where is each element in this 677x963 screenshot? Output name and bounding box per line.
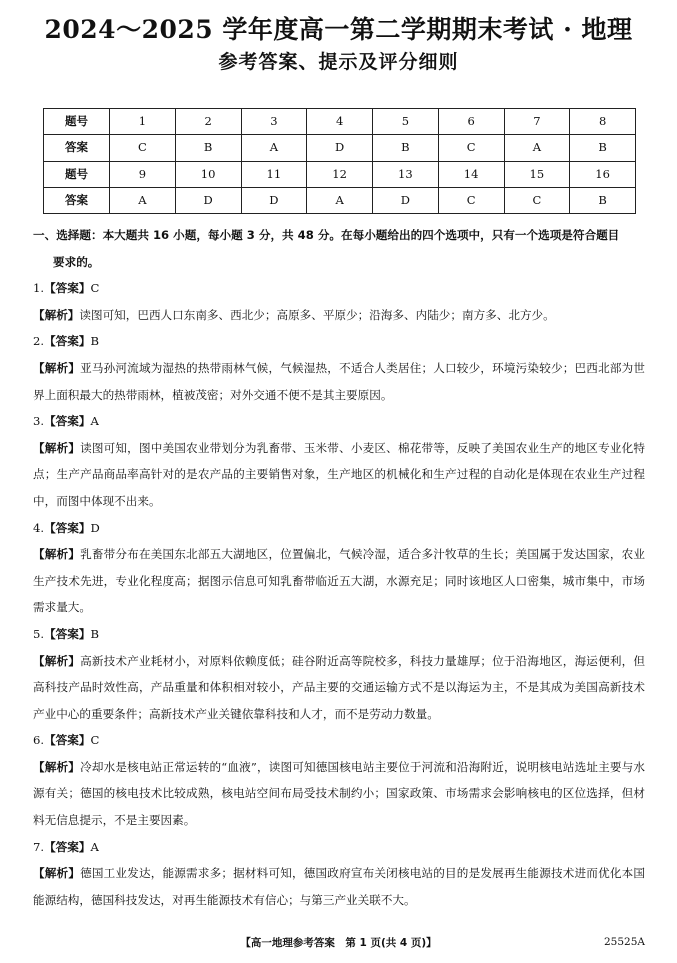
section-heading	[33, 222, 645, 275]
answer-table-cell: C	[110, 135, 176, 161]
answer-letter: C	[90, 733, 100, 748]
answer-tag: 【答案】	[44, 839, 91, 854]
question-number: 7.	[33, 839, 45, 854]
answer-content	[33, 222, 645, 913]
answer-table-cell: C	[504, 187, 570, 213]
explanation	[33, 860, 645, 913]
question-answer-line	[33, 408, 645, 435]
section-heading-line1: 一、选择题：本大题共 16 小题，每小题 3 分，共 48 分。在每小题给出的四个选项中，只有一个选项是符合题目	[33, 228, 620, 242]
explanation-tag: 【解析】	[33, 547, 81, 562]
answer-table-row	[44, 135, 636, 161]
explanation-text: 德国工业发达，能源需求多；据材料可知，德国政府宣布关闭核电站的目的是发展再生能源技术进而优化本国能源结构，德国科技发达，对再生能源技术有信心；与第三产业关联不大。	[33, 866, 645, 907]
explanation	[33, 754, 645, 834]
explanation-tag: 【解析】	[33, 360, 81, 375]
page-title: 2024～2025 学年度高一第二学期期末考试 · 地理	[44, 15, 633, 44]
answer-table-header-cell: 答案	[44, 135, 110, 161]
answer-table-row	[44, 109, 636, 135]
answer-table-cell: 1	[110, 109, 176, 135]
answer-letter: A	[90, 414, 99, 429]
question-number: 4.	[33, 520, 45, 535]
answer-letter: B	[90, 626, 99, 641]
answer-tag: 【答案】	[44, 626, 91, 641]
answer-table-header-cell: 题号	[44, 161, 110, 187]
answer-tag: 【答案】	[44, 281, 91, 296]
question-list	[33, 275, 645, 913]
answer-table-cell: B	[570, 187, 636, 213]
question-number: 6.	[33, 733, 45, 748]
answer-table-cell: B	[570, 135, 636, 161]
answer-table-row	[44, 187, 636, 213]
paper-code: 25525A	[604, 936, 645, 948]
answer-table-cell: A	[504, 135, 570, 161]
answer-table-cell: 5	[373, 109, 439, 135]
page-footer: 【高一地理参考答案 第 1 页(共 4 页)】	[240, 937, 437, 949]
answer-table-cell: C	[438, 135, 504, 161]
answer-table-cell: 3	[241, 109, 307, 135]
question-answer-line	[33, 275, 645, 302]
answer-table-cell: 12	[307, 161, 373, 187]
answer-table-cell: 9	[110, 161, 176, 187]
answer-table-cell: 16	[570, 161, 636, 187]
answer-letter: B	[90, 334, 99, 349]
answer-table-cell: 2	[175, 109, 241, 135]
question-answer-line	[33, 621, 645, 648]
page-subtitle: 参考答案、提示及评分细则	[218, 51, 459, 73]
section-heading-line2: 要求的。	[53, 254, 100, 269]
question-answer-line	[33, 727, 645, 754]
explanation-tag: 【解析】	[33, 307, 80, 322]
answer-table-cell: 6	[438, 109, 504, 135]
explanation-text: 冷却水是核电站正常运转的“血液”，读图可知德国核电站主要位于河流和沿海附近，说明核电站选址主要与水源有关；德国的核电技术比较成熟，核电站空间布局受技术制约小；国家政策、市场需求会影响核电的区位选择，但材料无信息提示，不是主要因素。	[33, 759, 645, 828]
explanation-tag: 【解析】	[33, 440, 81, 455]
answer-table-cell: D	[307, 135, 373, 161]
explanation-text: 乳畜带分布在美国东北部五大湖地区，位置偏北，气候冷湿，适合多汁牧草的生长；美国属于发达国家，农业生产技术先进，专业化程度高；据图示信息可知乳畜带临近五大湖，水源充足；同时该地区人口密集，城市集中，市场需求量大。	[33, 547, 645, 615]
explanation-tag: 【解析】	[33, 759, 81, 774]
answer-table-cell: A	[110, 187, 176, 213]
answer-table-cell: D	[373, 187, 439, 213]
explanation-text: 高新技术产业耗材小，对原料依赖度低；硅谷附近高等院校多，科技力量雄厚；位于沿海地区，海运便利，但高科技产品时效性高，产品重量和体积相对较小，产品主要的交通运输方式不是以海运为主，不是其成为美国高新技术产业中心的重要条件；高新技术产业关键依靠科技和人才，而不是劳动力数量。	[33, 653, 645, 721]
question-number: 3.	[33, 414, 45, 429]
question-number: 5.	[33, 626, 45, 641]
answer-table-cell: A	[307, 187, 373, 213]
explanation-text: 读图可知，巴西人口东南多、西北少；高原多、平原少；沿海多、内陆少；南方多、北方少。	[79, 307, 555, 322]
question-answer-line	[33, 328, 645, 355]
answer-table	[43, 108, 636, 214]
question-number: 1.	[33, 281, 45, 296]
answer-table-cell: 14	[438, 161, 504, 187]
answer-table-header-cell: 题号	[44, 109, 110, 135]
answer-letter: A	[90, 839, 99, 854]
explanation	[33, 648, 645, 728]
answer-table-cell: 11	[241, 161, 307, 187]
answer-table-cell: 7	[504, 109, 570, 135]
explanation	[33, 435, 645, 515]
answer-tag: 【答案】	[44, 520, 91, 535]
answer-table-row	[44, 161, 636, 187]
answer-table-header-cell: 答案	[44, 187, 110, 213]
answer-tag: 【答案】	[44, 414, 91, 429]
answer-letter: C	[90, 281, 100, 296]
answer-table-cell: A	[241, 135, 307, 161]
explanation-tag: 【解析】	[33, 653, 81, 668]
answer-table-cell: 13	[373, 161, 439, 187]
answer-letter: D	[90, 520, 100, 535]
explanation	[33, 355, 645, 408]
answer-table-cell: B	[373, 135, 439, 161]
answer-table-cell: C	[438, 187, 504, 213]
answer-table-cell: D	[175, 187, 241, 213]
explanation	[33, 541, 645, 621]
answer-table-cell: 15	[504, 161, 570, 187]
answer-table-cell: 4	[307, 109, 373, 135]
explanation-text: 读图可知，图中美国农业带划分为乳畜带、玉米带、小麦区、棉花带等，反映了美国农业生产的地区专业化特点；生产产品商品率高针对的是农产品的主要销售对象，生产地区的机械化和生产过程的自动化是体现在农业生产过程中，而图中体现不出来。	[33, 440, 645, 508]
explanation	[33, 302, 645, 329]
question-answer-line	[33, 834, 645, 861]
answer-table-cell: D	[241, 187, 307, 213]
answer-tag: 【答案】	[44, 733, 91, 748]
answer-table-cell: 10	[175, 161, 241, 187]
question-number: 2.	[33, 334, 45, 349]
answer-table-cell: B	[175, 135, 241, 161]
explanation-tag: 【解析】	[33, 866, 81, 881]
answer-tag: 【答案】	[44, 334, 91, 349]
answer-table-cell: 8	[570, 109, 636, 135]
explanation-text: 亚马孙河流域为湿热的热带雨林气候，气候湿热，不适合人类居住；人口较少，环境污染较少；巴西北部为世界上面积最大的热带雨林，植被茂密；对外交通不便不是其主要原因。	[33, 360, 645, 402]
question-answer-line	[33, 515, 645, 542]
